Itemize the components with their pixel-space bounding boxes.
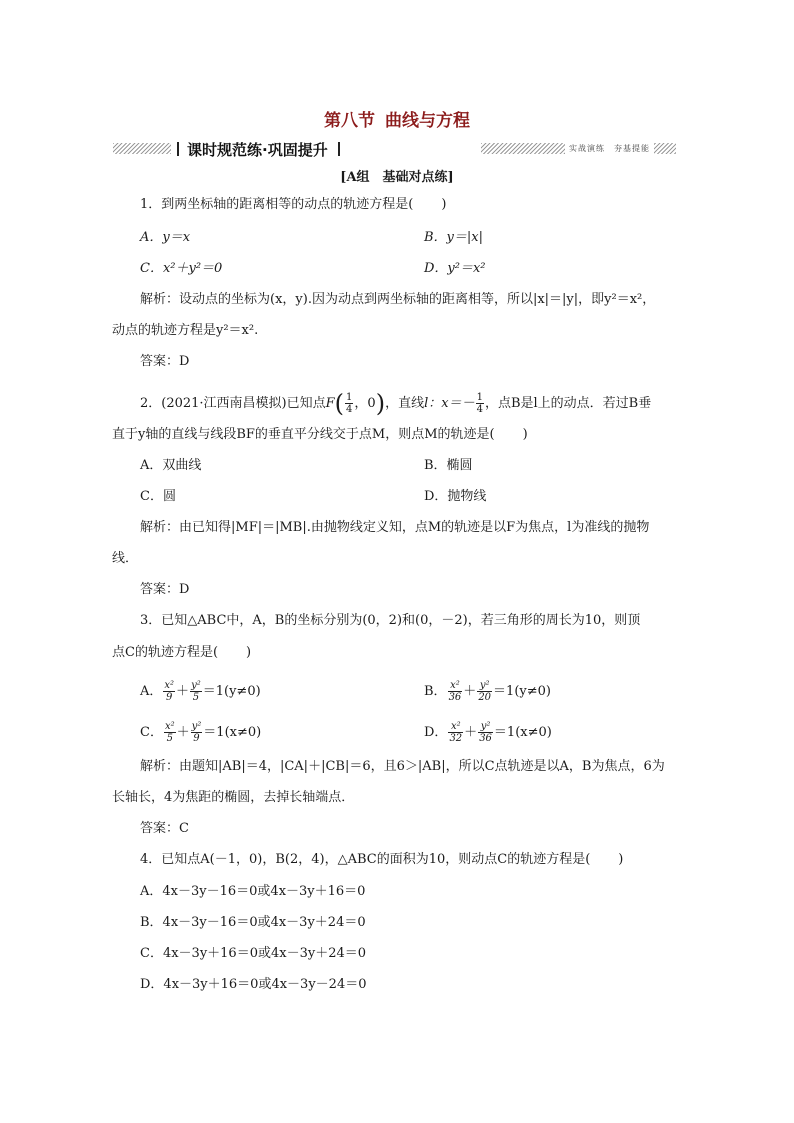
q1-stem: 1．到两坐标轴的距离相等的动点的轨迹方程是( )	[140, 197, 447, 212]
q4-option-a: A．4x－3y－16＝0或4x－3y＋16＝0	[140, 884, 366, 899]
title-topic: 曲线与方程	[385, 111, 470, 131]
q2-frac-point: $\frac{1}{4}$	[346, 392, 353, 415]
q2-frac-line: $\frac{1}{4}$	[476, 392, 483, 415]
q4-option-c: C．4x－3y＋16＝0或4x－3y＋24＝0	[140, 946, 367, 961]
banner-bar-left	[177, 142, 179, 156]
q1-option-a: A．y＝x	[140, 230, 191, 245]
q3-option-c: C． $\frac{\text{x²}}{5}$ ＋ $\frac{\text{y²}}{9}$ ＝1(x≠0)	[140, 721, 262, 744]
title-section-number: 第八节	[324, 111, 375, 131]
q1-option-d: D．y²＝x²	[424, 261, 486, 276]
banner-tag: 实战演练 夯基提能	[565, 142, 654, 155]
q3-option-d: D． $\frac{\text{x²}}{32}$ ＋ $\frac{\text{y²}}{36}$ ＝1(x≠0)	[424, 721, 552, 744]
q3-analysis-line-1: 解析：由题知|AB|＝4，|CA|＋|CB|＝6，且6＞|AB|，所以C点轨迹是以A，B为焦点，6为	[140, 759, 665, 774]
q2-option-a: A．双曲线	[140, 458, 202, 473]
q3-analysis-line-2: 长轴长，4为焦距的椭圆，去掉长轴端点．	[112, 790, 355, 805]
q2-option-c: C．圆	[140, 489, 176, 504]
q2-analysis-line-1: 解析：由已知得|MF|＝|MB|.由抛物线定义知，点M的轨迹是以F为焦点，l为准线的抛物	[140, 520, 650, 535]
banner-title: 课时规范练·巩固提升	[187, 140, 328, 159]
q4-option-d: D．4x－3y＋16＝0或4x－3y－24＝0	[140, 977, 367, 992]
q1-analysis-line-1: 解析：设动点的坐标为(x，y).因为动点到两坐标轴的距离相等，所以|x|＝|y|，即y²＝x²，	[140, 292, 656, 307]
q4-stem: 4．已知点A(－1，0)，B(2，4)，△ABC的面积为10，则动点C的轨迹方程是( )	[140, 852, 624, 867]
page-title	[0, 106, 794, 131]
q3-stem-line-1: 3．已知△ABC中，A，B的坐标分别为(0，2)和(0，－2)，若三角形的周长为10，则顶	[140, 613, 641, 628]
q2-option-d: D．抛物线	[424, 489, 487, 504]
q3-stem-line-2: 点C的轨迹方程是( )	[112, 645, 252, 660]
q1-answer: 答案：D	[140, 354, 190, 369]
q1-option-b: B．y＝|x|	[424, 230, 483, 245]
q2-analysis-line-2: 线．	[112, 551, 139, 566]
q2-option-b: B．椭圆	[424, 458, 473, 473]
q1-analysis-line-2: 动点的轨迹方程是y²＝x².	[112, 323, 259, 338]
q1-option-c: C．x²＋y²＝0	[140, 261, 223, 276]
practice-banner	[113, 139, 676, 159]
q3-answer: 答案：C	[140, 821, 189, 836]
q3-option-a: A． $\frac{\text{x²}}{9}$ ＋ $\frac{\text{y²}}{5}$ ＝1(y≠0)	[140, 680, 261, 703]
q2-answer: 答案：D	[140, 582, 190, 597]
banner-bar-right	[338, 142, 340, 156]
banner-stripe-left	[113, 143, 171, 154]
section-heading: [A组 基础对点练]	[340, 170, 454, 185]
q2-stem-line-2: 直于y轴的直线与线段BF的垂直平分线交于点M，则点M的轨迹是( )	[112, 427, 528, 442]
q4-option-b: B．4x－3y－16＝0或4x－3y＋24＝0	[140, 915, 366, 930]
q2-stem-line-1: 2．(2021·江西南昌模拟)已知点F( $\frac{1}{4}$ ，0)，直线l：x＝－ $\frac{1}{4}$ ，点B是l上的动点．若过B垂	[140, 389, 652, 418]
q3-option-b: B． $\frac{\text{x²}}{36}$ ＋ $\frac{\text{y²}}{20}$ ＝1(y≠0)	[424, 680, 551, 703]
